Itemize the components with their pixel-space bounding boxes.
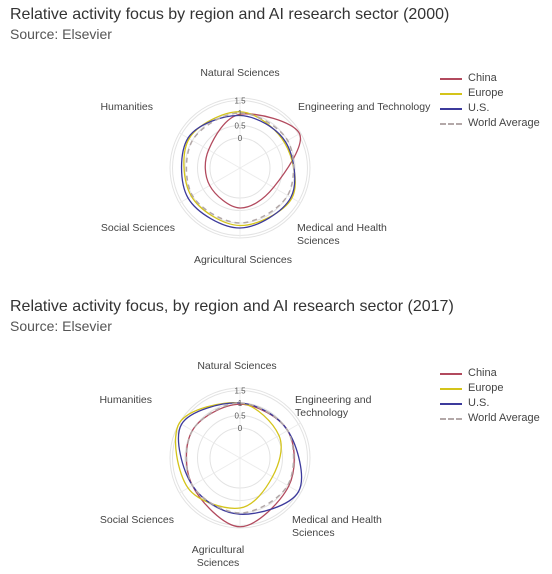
legend-label: Europe [468,382,504,394]
chart-title: Relative activity focus, by region and AI research sector (2017) [10,298,454,315]
radial-tick-label: 0 [237,424,243,433]
axis-label-medical-and-health-sciences: Medical and Health Sciences [297,222,387,247]
legend-swatch [440,108,462,110]
chart-title: Relative activity focus by region and AI research sector (2000) [10,6,450,23]
legend-label: World Average [468,117,540,129]
axis-label-humanities: Humanities [100,101,153,113]
axis-label-medical-and-health-sciences: Medical and Health Sciences [292,514,382,539]
axis-label-social-sciences: Social Sciences [100,222,175,234]
legend-label: China [468,367,497,379]
axis-label-engineering-and-technology: Engineering and Technology [295,394,372,419]
radial-tick-label: 0.5 [234,121,246,131]
axis-labels [100,67,431,266]
legend-label: U.S. [468,102,490,114]
radial-tick-label: 0.5 [234,411,246,421]
legend-swatch [440,78,462,80]
radial-tick-label: 1 [237,109,243,118]
axis-label-agricultural-sciences: Agricultural Sciences [193,254,293,266]
legend-swatch [440,373,462,375]
radial-tick-label: 0 [237,134,243,143]
legend-label: U.S. [468,397,490,409]
axis-label-engineering-and-technology: Engineering and Technology [298,101,431,113]
axis-label-natural-sciences: Natural Sciences [197,360,277,372]
legend-label: China [468,72,497,84]
legend-swatch [440,403,462,405]
chart-source: Source: Elsevier [10,26,112,42]
axis-label-agricultural-sciences: Agricultural Sciences [191,544,245,569]
axis-label-humanities: Humanities [99,394,152,406]
axis-label-natural-sciences: Natural Sciences [200,67,280,79]
radar-plot [0,292,552,574]
radar-grid [170,98,310,238]
legend-label: World Average [468,412,540,424]
legend-swatch [440,123,462,125]
legend-swatch [440,93,462,95]
radial-tick-label: 1.5 [234,96,246,106]
radial-tick-label: 1.5 [234,386,246,396]
radar-grid [170,388,310,528]
radial-tick-label: 1 [237,399,243,408]
chart-source: Source: Elsevier [10,318,112,334]
legend-label: Europe [468,87,504,99]
legend-swatch [440,418,462,420]
legend-swatch [440,388,462,390]
radar-chart-2017 [0,292,552,574]
axis-label-social-sciences: Social Sciences [99,514,174,526]
